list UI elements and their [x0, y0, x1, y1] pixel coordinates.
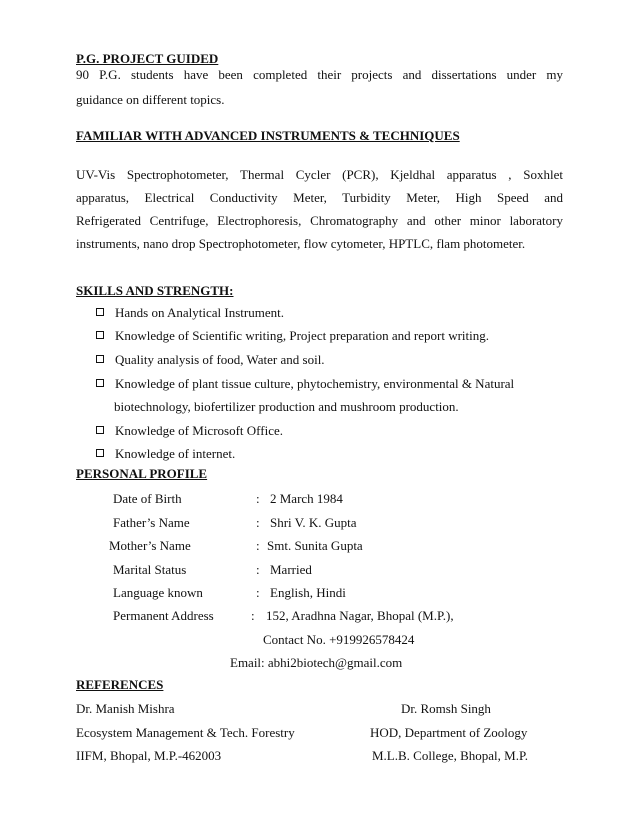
skill-item: Quality analysis of food, Water and soil. [96, 352, 325, 368]
profile-heading: PERSONAL PROFILE [76, 466, 208, 481]
checkbox-bullet-icon [96, 379, 104, 387]
profile-colon: : [256, 515, 260, 530]
profile-colon: : [256, 538, 260, 553]
profile-colon: : [256, 491, 260, 506]
profile-value: Smt. Sunita Gupta [267, 538, 363, 553]
reference-left-dept: Ecosystem Management & Tech. Forestry [76, 725, 295, 740]
profile-value: English, Hindi [270, 585, 346, 600]
pg-project-heading: P.G. PROJECT GUIDED [76, 51, 219, 66]
reference-left-name: Dr. Manish Mishra [76, 701, 175, 716]
instruments-heading: FAMILIAR WITH ADVANCED INSTRUMENTS & TECHNIQUES [76, 128, 460, 143]
reference-right-name: Dr. Romsh Singh [401, 701, 491, 716]
skill-item: Hands on Analytical Instrument. [96, 305, 284, 321]
skill-item: Knowledge of plant tissue culture, phytochemistry, environmental & Natural [96, 376, 514, 392]
instruments-line-3: Refrigerated Centrifuge, Electrophoresis, Chromatography and other minor laboratory [76, 213, 563, 228]
skill-item: Knowledge of internet. [96, 446, 235, 462]
references-heading: REFERENCES [76, 677, 164, 692]
profile-value: 2 March 1984 [270, 491, 343, 506]
profile-value: 152, Aradhna Nagar, Bhopal (M.P.), [266, 608, 454, 623]
checkbox-bullet-icon [96, 308, 104, 316]
instruments-line-4: instruments, nano drop Spectrophotometer, flow cytometer, HPTLC, flam photometer. [76, 236, 526, 251]
profile-colon: : [256, 585, 260, 600]
profile-label: Date of Birth [113, 491, 182, 506]
profile-label: Father’s Name [113, 515, 190, 530]
skill-item: Knowledge of Microsoft Office. [96, 423, 283, 439]
email-address: Email: abhi2biotech@gmail.com [230, 655, 403, 670]
profile-label: Permanent Address [113, 608, 214, 623]
profile-value: Shri V. K. Gupta [270, 515, 357, 530]
pg-project-line-2: guidance on different topics. [76, 92, 225, 107]
checkbox-bullet-icon [96, 449, 104, 457]
checkbox-bullet-icon [96, 355, 104, 363]
reference-right-dept: HOD, Department of Zoology [370, 725, 528, 740]
profile-colon: : [251, 608, 255, 623]
reference-right-address: M.L.B. College, Bhopal, M.P. [372, 748, 529, 763]
profile-label: Language known [113, 585, 203, 600]
skill-item-continuation: biotechnology, biofertilizer production and mushroom production. [114, 399, 459, 414]
skill-item: Knowledge of Scientific writing, Project preparation and report writing. [96, 328, 489, 344]
contact-number: Contact No. +919926578424 [263, 632, 415, 647]
pg-project-line-1: 90 P.G. students have been completed their projects and dissertations under my [76, 67, 563, 82]
checkbox-bullet-icon [96, 331, 104, 339]
instruments-line-1: UV-Vis Spectrophotometer, Thermal Cycler (PCR), Kjeldhal apparatus , Soxhlet [76, 167, 563, 182]
instruments-line-2: apparatus, Electrical Conductivity Meter, Turbidity Meter, High Speed and [76, 190, 563, 205]
reference-left-address: IIFM, Bhopal, M.P.-462003 [76, 748, 222, 763]
profile-value: Married [270, 562, 312, 577]
profile-label: Marital Status [113, 562, 187, 577]
profile-colon: : [256, 562, 260, 577]
profile-label: Mother’s Name [109, 538, 191, 553]
checkbox-bullet-icon [96, 426, 104, 434]
skills-heading: SKILLS AND STRENGTH: [76, 283, 234, 298]
